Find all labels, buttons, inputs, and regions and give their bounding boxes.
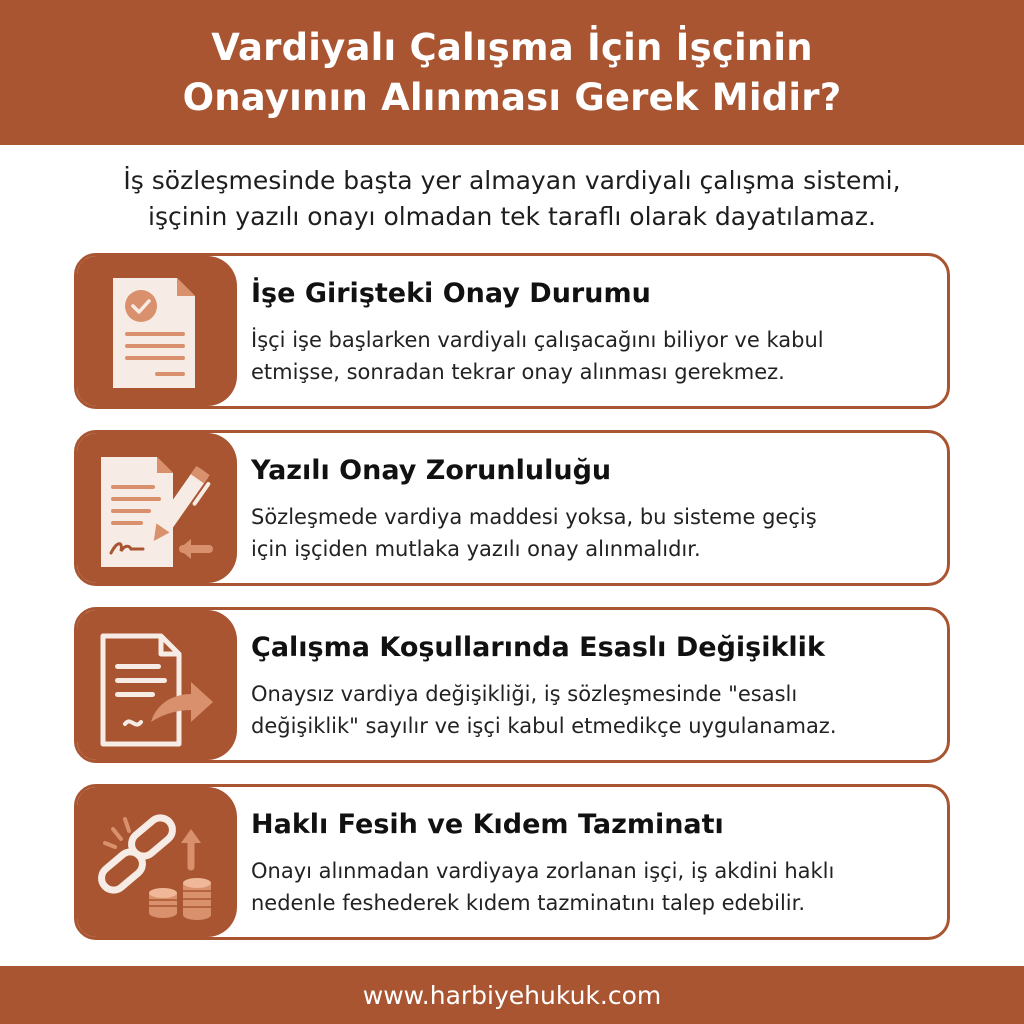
card-title: Haklı Fesih ve Kıdem Tazminatı: [251, 809, 724, 840]
icon-panel: [77, 256, 237, 406]
icon-panel: [77, 787, 237, 937]
card-description: [251, 855, 941, 919]
card-title: İşe Girişteki Onay Durumu: [251, 278, 651, 309]
card-description-line-2: için işçiden mutlaka yazılı onay alınmalıdır.: [251, 537, 701, 561]
info-card-just-termination: [74, 784, 950, 940]
card-description: [251, 501, 941, 565]
header-banner: [0, 0, 1024, 145]
card-description-line-1: Sözleşmede vardiya maddesi yoksa, bu sisteme geçiş: [251, 505, 817, 529]
card-description-line-1: Onayı alınmadan vardiyaya zorlanan işçi, iş akdini haklı: [251, 859, 835, 883]
card-description: [251, 324, 941, 388]
card-description-line-2: değişiklik" sayılır ve işçi kabul etmedikçe uygulanamaz.: [251, 714, 837, 738]
card-description: [251, 678, 941, 742]
approved-document-icon: [91, 268, 221, 398]
card-title: Çalışma Koşullarında Esaslı Değişiklik: [251, 632, 825, 663]
website-link[interactable]: www.harbiyehukuk.com: [362, 980, 662, 1010]
intro-line-2: işçinin yazılı onayı olmadan tek taraflı olarak dayatılamaz.: [148, 202, 876, 231]
icon-panel: [77, 433, 237, 583]
page-title-line-2: Onayının Alınması Gerek Midir?: [182, 75, 842, 119]
footer-banner: [0, 966, 1024, 1024]
intro-line-1: İş sözleşmesinde başta yer almayan vardiyalı çalışma sistemi,: [123, 166, 901, 195]
intro-text: [0, 163, 1024, 235]
card-description-line-1: İşçi işe başlarken vardiyalı çalışacağını biliyor ve kabul: [251, 328, 824, 352]
card-title: Yazılı Onay Zorunluluğu: [251, 455, 612, 486]
signing-document-pen-icon: [91, 445, 221, 575]
document-change-arrow-icon: [91, 622, 221, 752]
card-description-line-2: etmişse, sonradan tekrar onay alınması gerekmez.: [251, 360, 785, 384]
info-card-substantial-change: [74, 607, 950, 763]
info-card-onboarding-consent: [74, 253, 950, 409]
icon-panel: [77, 610, 237, 760]
info-card-written-consent: [74, 430, 950, 586]
card-description-line-1: Onaysız vardiya değişikliği, iş sözleşmesinde "esaslı: [251, 682, 798, 706]
page-title-line-1: Vardiyalı Çalışma İçin İşçinin: [211, 25, 813, 69]
broken-chain-coins-icon: [91, 799, 221, 929]
card-description-line-2: nedenle feshederek kıdem tazminatını talep edebilir.: [251, 891, 805, 915]
